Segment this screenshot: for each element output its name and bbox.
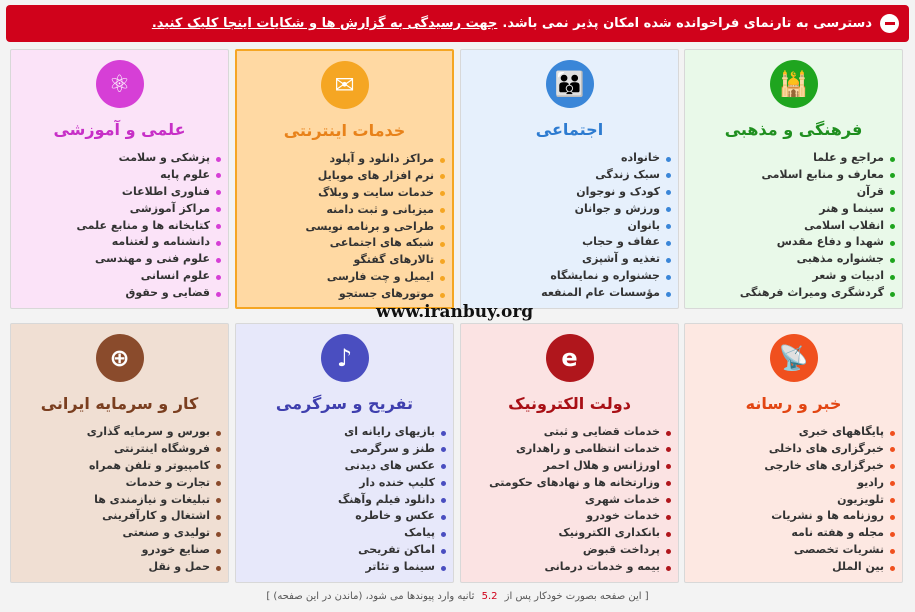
category-link[interactable]: قضایی و حقوق (11, 285, 210, 302)
category-link[interactable]: بانوان (461, 218, 660, 235)
alert-message: دسترسی به تارنمای فراخوانده شده امکان پذیر نمی باشد. (502, 16, 872, 31)
category-link[interactable]: مراکز آموزشی (11, 201, 210, 218)
internet-services-icon[interactable]: ✉ (321, 61, 369, 109)
category-link[interactable]: خبرگزاری های خارجی (685, 458, 884, 475)
category-card[interactable] (460, 323, 679, 583)
category-link[interactable]: علوم فنی و مهندسی (11, 251, 210, 268)
category-link[interactable]: مؤسسات عام المنفعه (461, 285, 660, 302)
redirect-suffix[interactable]: ثانیه وارد پیوندها می شود، (ماندن در این صفحه) ] (266, 591, 475, 602)
minus-circle-icon (880, 14, 899, 33)
category-link-list (236, 424, 453, 576)
category-link[interactable]: کتابخانه ها و منابع علمی (11, 218, 210, 235)
category-link[interactable]: پایگاههای خبری (685, 424, 884, 441)
category-link[interactable]: موتورهای جستجو (237, 286, 434, 303)
category-link[interactable]: علوم انسانی (11, 268, 210, 285)
category-link[interactable]: سینما و هنر (685, 201, 884, 218)
site-watermark: www.iranbuy.org (376, 302, 534, 322)
category-link[interactable]: میزبانی و ثبت دامنه (237, 202, 434, 219)
category-link[interactable]: معارف و منابع اسلامی (685, 167, 884, 184)
category-link[interactable]: عفاف و حجاب (461, 234, 660, 251)
category-link[interactable]: فروشگاه اینترنتی (11, 441, 210, 458)
report-complaint-link[interactable]: جهت رسیدگی به گزارش ها و شکایات اینجا کلیک کنید. (151, 16, 498, 31)
category-link[interactable]: بورس و سرمایه گذاری (11, 424, 210, 441)
category-link[interactable]: کلیپ خنده دار (236, 475, 435, 492)
category-link[interactable]: علوم پایه (11, 167, 210, 184)
category-title[interactable]: خبر و رسانه (745, 394, 842, 413)
satellite-icon[interactable]: 📡 (770, 334, 818, 382)
category-link[interactable]: جشنواره مذهبی (685, 251, 884, 268)
category-link[interactable]: کودک و نوجوان (461, 184, 660, 201)
category-link[interactable]: خدمات قضایی و ثبتی (461, 424, 660, 441)
category-card[interactable] (235, 323, 454, 583)
category-link[interactable]: خانواده (461, 150, 660, 167)
category-card[interactable] (10, 49, 229, 309)
category-card[interactable] (235, 49, 454, 309)
category-link[interactable]: عکس های دیدنی (236, 458, 435, 475)
atom-icon[interactable]: ⚛ (96, 60, 144, 108)
category-link[interactable]: خدمات خودرو (461, 508, 660, 525)
category-card[interactable] (684, 323, 903, 583)
category-link[interactable]: بازیهای رایانه ای (236, 424, 435, 441)
category-link[interactable]: خبرگزاری های داخلی (685, 441, 884, 458)
category-link[interactable]: ورزش و جوانان (461, 201, 660, 218)
category-link-list (461, 424, 678, 576)
category-link[interactable]: نرم افزار های موبایل (237, 168, 434, 185)
category-link[interactable]: تولیدی و صنعتی (11, 525, 210, 542)
category-link[interactable]: سبک زندگی (461, 167, 660, 184)
category-link[interactable]: حمل و نقل (11, 559, 210, 576)
category-link[interactable]: انقلاب اسلامی (685, 218, 884, 235)
category-link-list (11, 424, 228, 576)
category-link-list (11, 150, 228, 302)
category-link[interactable]: تغذیه و آشپزی (461, 251, 660, 268)
redirect-prefix: [ این صفحه بصورت خودکار پس از (504, 591, 649, 602)
category-card[interactable] (460, 49, 679, 309)
category-link[interactable]: رادیو (685, 475, 884, 492)
category-title[interactable]: فرهنگی و مذهبی (724, 120, 863, 139)
category-link[interactable]: روزنامه ها و نشریات (685, 508, 884, 525)
category-link[interactable]: صنایع خودرو (11, 542, 210, 559)
category-link[interactable]: اشتغال و کارآفرینی (11, 508, 210, 525)
redirect-notice (0, 591, 915, 602)
celebration-icon[interactable]: ♪ (321, 334, 369, 382)
category-link[interactable]: طنز و سرگرمی (236, 441, 435, 458)
category-card[interactable] (10, 323, 229, 583)
category-link-list (685, 150, 902, 302)
category-link[interactable]: دانشنامه و لغتنامه (11, 234, 210, 251)
category-link[interactable]: تلویزیون (685, 492, 884, 509)
redirect-countdown: 5.2 (481, 591, 498, 602)
category-link[interactable]: عکس و خاطره (236, 508, 435, 525)
category-link[interactable]: پزشکی و سلامت (11, 150, 210, 167)
category-link[interactable]: مراکز دانلود و آپلود (237, 151, 434, 168)
category-link[interactable]: فناوری اطلاعات (11, 184, 210, 201)
category-link-list (237, 151, 452, 303)
category-link[interactable]: خدمات سایت و وبلاگ (237, 185, 434, 202)
category-link-list (685, 424, 902, 576)
category-title[interactable]: اجتماعی (535, 120, 604, 139)
category-link[interactable]: وزارتخانه ها و نهادهای حکومتی (461, 475, 660, 492)
category-title[interactable]: علمی و آموزشی (53, 120, 186, 139)
family-icon[interactable]: 👪 (546, 60, 594, 108)
category-link[interactable]: بین الملل (685, 559, 884, 576)
category-link[interactable]: مجله و هفته نامه (685, 525, 884, 542)
category-link[interactable]: ایمیل و چت فارسی (237, 269, 434, 286)
mosque-icon[interactable]: 🕌 (770, 60, 818, 108)
category-link[interactable]: تبلیغات و نیازمندی ها (11, 492, 210, 509)
category-card[interactable] (684, 49, 903, 309)
category-link[interactable]: بیمه و خدمات درمانی (461, 559, 660, 576)
category-link-list (461, 150, 678, 302)
category-link[interactable]: خدمات شهری (461, 492, 660, 509)
category-link[interactable]: پیامک (236, 525, 435, 542)
category-link[interactable]: گردشگری ومیراث فرهنگی (685, 285, 884, 302)
category-link[interactable]: مراجع و علما (685, 150, 884, 167)
category-title[interactable]: تفریح و سرگرمی (275, 394, 414, 413)
category-link[interactable]: خدمات انتظامی و راهداری (461, 441, 660, 458)
category-link[interactable]: دانلود فیلم وآهنگ (236, 492, 435, 509)
category-title[interactable]: خدمات اینترنتی (283, 121, 406, 140)
category-link[interactable]: نشریات تخصصی (685, 542, 884, 559)
category-title[interactable]: کار و سرمایه ایرانی (40, 394, 199, 413)
category-link[interactable]: سینما و تئاتر (236, 559, 435, 576)
e-government-icon[interactable]: e (546, 334, 594, 382)
category-link[interactable]: تالارهای گفتگو (237, 252, 434, 269)
category-link[interactable]: طراحی و برنامه نویسی (237, 219, 434, 236)
access-denied-alert (6, 5, 909, 42)
category-link[interactable]: پرداخت قبوض (461, 542, 660, 559)
category-link[interactable]: قرآن (685, 184, 884, 201)
category-title[interactable]: دولت الکترونیک (508, 394, 631, 413)
category-link[interactable]: ادبیات و شعر (685, 268, 884, 285)
category-link[interactable]: بانکداری الکترونیک (461, 525, 660, 542)
category-link[interactable]: جشنواره و نمایشگاه (461, 268, 660, 285)
category-link[interactable]: شبکه های اجتماعی (237, 235, 434, 252)
category-link[interactable]: اورژانس و هلال احمر (461, 458, 660, 475)
category-link[interactable]: شهدا و دفاع مقدس (685, 234, 884, 251)
category-link[interactable]: کامپیوتر و تلفن همراه (11, 458, 210, 475)
business-globe-icon[interactable]: ⊕ (96, 334, 144, 382)
category-link[interactable]: تجارت و خدمات (11, 475, 210, 492)
category-link[interactable]: اماکن تفریحی (236, 542, 435, 559)
